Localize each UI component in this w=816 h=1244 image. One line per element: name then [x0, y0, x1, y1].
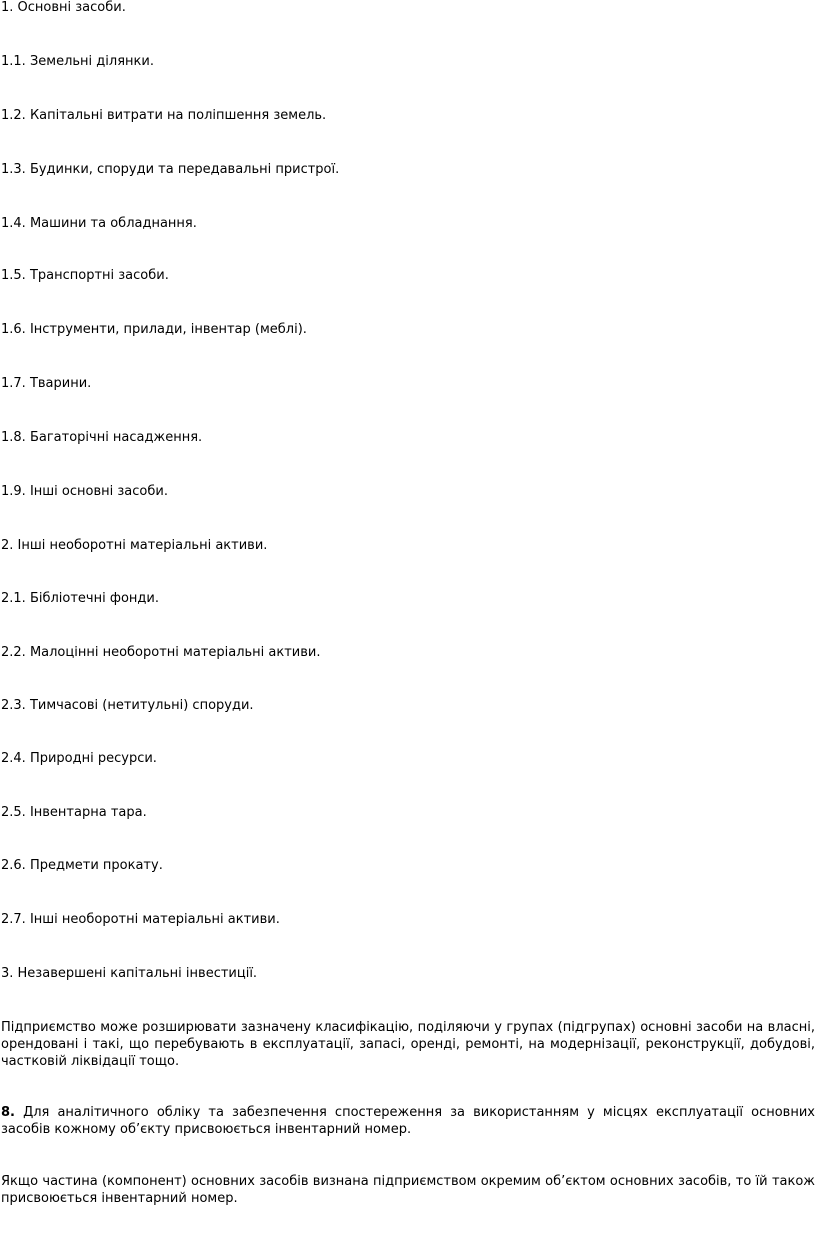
list-item: 1. Основні засоби. — [1, 0, 126, 15]
list-item: 1.1. Земельні ділянки. — [1, 54, 154, 69]
section-number: 8. — [1, 1105, 15, 1120]
list-item: 2.7. Інші необоротні матеріальні активи. — [1, 912, 280, 927]
list-item: 1.3. Будинки, споруди та передавальні пристрої. — [1, 162, 340, 177]
list-item: 1.4. Машини та обладнання. — [1, 216, 197, 231]
list-item: 2.6. Предмети прокату. — [1, 858, 163, 873]
list-item: 1.5. Транспортні засоби. — [1, 268, 169, 283]
list-item: 2.1. Бібліотечні фонди. — [1, 591, 159, 606]
classification-paragraph: Підприємство може розширювати зазначену класифікацію, поділяючи у групах (підгрупах) основні засоби на власні, орендовані і такі, що перебувають в експлуатації, запасі, оренді, ремонті, на модернізації, реконструкції, добудові, частковій ліквідації тощо. — [1, 1020, 815, 1069]
list-item: 2.2. Малоцінні необоротні матеріальні активи. — [1, 645, 321, 660]
list-item: 3. Незавершені капітальні інвестиції. — [1, 966, 258, 981]
list-item: 1.2. Капітальні витрати на поліпшення земель. — [1, 108, 327, 123]
list-item: 1.6. Інструменти, прилади, інвентар (меблі). — [1, 322, 307, 337]
list-item: 2.3. Тимчасові (нетитульні) споруди. — [1, 698, 254, 713]
list-item: 2.5. Інвентарна тара. — [1, 805, 147, 820]
list-item: 1.7. Тварини. — [1, 376, 92, 391]
inventory-number-paragraph — [1, 1104, 815, 1138]
inventory-number-text: Для аналітичного обліку та забезпечення спостереження за використанням у місцях експлуатації основних засобів кожному об’єкту присвоюється інвентарний номер. — [1, 1105, 815, 1137]
list-item: 2.4. Природні ресурси. — [1, 751, 157, 766]
component-paragraph: Якщо частина (компонент) основних засобів визнана підприємством окремим об’єктом основних засобів, то їй також присвоюється інвентарний номер. — [1, 1174, 815, 1206]
list-item: 1.8. Багаторічні насадження. — [1, 430, 203, 445]
list-item: 1.9. Інші основні засоби. — [1, 484, 168, 499]
list-item: 2. Інші необоротні матеріальні активи. — [1, 538, 268, 553]
